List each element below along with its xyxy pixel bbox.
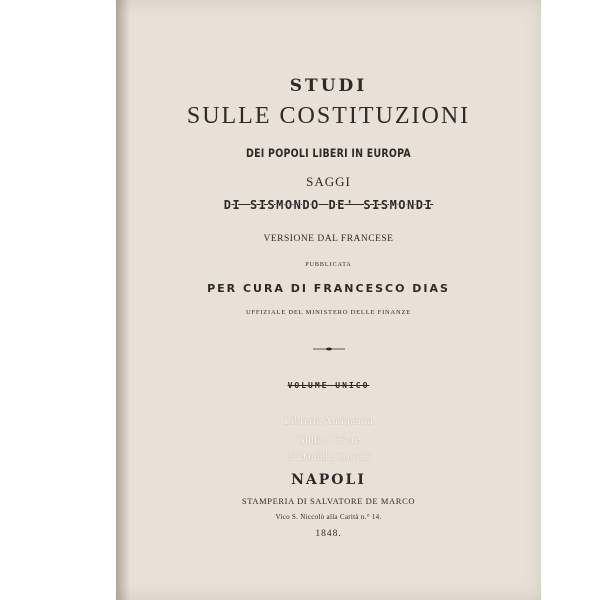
editor-line: PER CURA DI FRANCESCO DIAS [207,282,450,295]
title-line-2: SULLE COSTITUZIONI [186,103,471,129]
title-line-1: STUDI [289,76,368,96]
book-page [116,0,541,600]
author-line: DI SISMONDO DE' SISMONDI [223,198,434,212]
printer-line: STAMPERIA DI SALVATORE DE MARCO [241,496,416,506]
watermark-line-3: di Daniele Corradi [285,451,372,463]
watermark-line-2: Giulio Cesare [296,434,361,446]
editor-role: UFFIZIALE DEL MINISTERO DELLE FINANZE [245,309,412,316]
volume-label: VOLUME UNICO [287,381,370,390]
published-label: PUBBLICATA [305,262,352,268]
city-label: NAPOLI [291,472,366,488]
translation-note: VERSIONE DAL FRANCESE [263,234,394,244]
publication-year: 1848. [315,529,342,539]
ornamental-rule [313,346,345,352]
watermark-line-1: Libreria Antiquaria [284,415,373,427]
genre-label: SAGGI [306,174,351,189]
printer-address: Vico S. Niccolò alla Carità n.° 14. [275,513,382,521]
title-line-3: DEI POPOLI LIBERI IN EUROPA [246,146,411,160]
